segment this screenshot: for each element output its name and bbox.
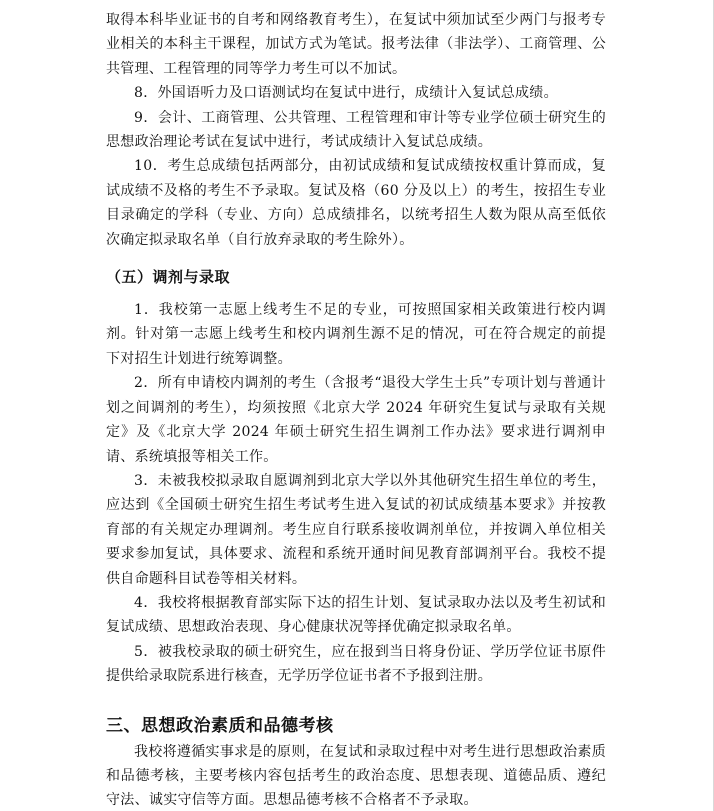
section-heading-adjustment: （五）调剂与录取	[106, 268, 231, 287]
paragraph-item-9: 9．会计、工商管理、公共管理、工程管理和审计等专业学位硕士研究生的思想政治理论考试在复试中进行，考试成绩计入复试总成绩。	[106, 109, 606, 151]
paragraph-political-review: 我校将遵循实事求是的原则，在复试和录取过程中对考生进行思想政治素质和品德考核，主要考核内容包括考生的政治态度、思想表现、道德品质、遵纪守法、诚实守信等方面。思想品德考核不合格者不予录取。	[106, 743, 606, 809]
paragraph-adjust-2: 2．所有申请校内调剂的考生（含报考“退役大学生士兵”专项计划与普通计划之间调剂的考生），均须按照《北京大学 2024 年研究生复试与录取有关规定》及《北京大学 2024 年硕士研究生招生调剂工作办法》要求进行调剂申请、系统填报等相关工作。	[106, 375, 606, 465]
paragraph-continued: 取得本科毕业证书的自考和网络教育考生），在复试中须加试至少两门与报考专业相关的本科主干课程，加试方式为笔试。报考法律（非法学）、工商管理、公共管理、工程管理的同等学力考生可以不加试。	[106, 12, 606, 77]
paragraph-item-8: 8．外国语听力及口语测试均在复试中进行，成绩计入复试总成绩。	[134, 85, 558, 102]
section-heading-political-review: 三、思想政治素质和品德考核	[106, 715, 334, 736]
paragraph-adjust-1: 1．我校第一志愿上线考生不足的专业，可按照国家相关政策进行校内调剂。针对第一志愿上线考生和校内调剂生源不足的情况，可在符合规定的前提下对招生计划进行统筹调整。	[106, 302, 606, 367]
paragraph-adjust-3: 3．未被我校拟录取自愿调剂到北京大学以外其他研究生招生单位的考生，应达到《全国硕士研究生招生考试考生进入复试的初试成绩基本要求》并按教育部的有关规定办理调剂。考生应自行联系接收调剂单位，并按调入单位相关要求参加复试，具体要求、流程和系统开通时间见教育部调剂平台。我校不提供自命题科目试卷等相关材料。	[106, 472, 606, 587]
paragraph-adjust-4: 4．我校将根据教育部实际下达的招生计划、复试录取办法以及考生初试和复试成绩、思想政治表现、身心健康状况等择优确定拟录取名单。	[106, 594, 606, 636]
page-content	[106, 8, 606, 811]
paragraph-adjust-5: 5．被我校录取的硕士研究生，应在报到当日将身份证、学历学位证书原件提供给录取院系进行核查，无学历学位证书者不予报到注册。	[106, 643, 606, 685]
paragraph-item-10: 10．考生总成绩包括两部分，由初试成绩和复试成绩按权重计算而成，复试成绩不及格的考生不予录取。复试及格（60 分及以上）的考生，按招生专业目录确定的学科（专业、方向）总成绩排名，以统考招生人数为限从高至低依次确定拟录取名单（自行放弃录取的考生除外）。	[106, 158, 606, 248]
